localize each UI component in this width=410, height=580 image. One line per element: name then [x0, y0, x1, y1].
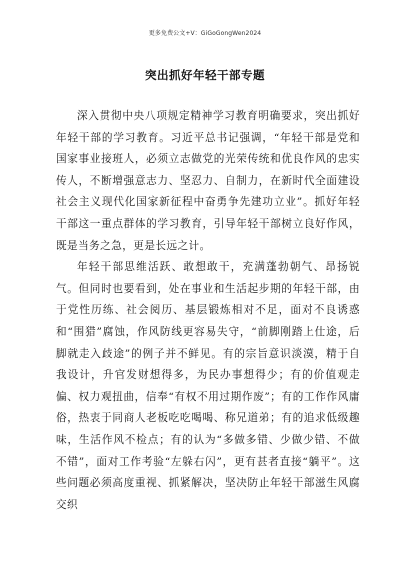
document-title: 突出抓好年轻干部专题	[145, 68, 265, 82]
header-note: 更多免费公文+V：GiGoGongWen2024	[148, 30, 262, 37]
paragraph: 深入贯彻中央八项规定精神学习教育明确要求，突出抓好年轻干部的学习教育。习近平总书记强调，“年轻干部是党和国家事业接班人，必须立志做党的光荣传统和优良作风的忠实传人，不断增强意志力、坚忍力、自制力，在新时代全面建设社会主义现代化国家新征程中奋勇争先建功立业”。抓好年轻干部这一重点群体的学习教育，引导年轻干部树立良好作风，既是当务之急，更是长远之计。	[56, 110, 360, 252]
paragraph: 年轻干部思维活跃、敢想敢干，充满蓬勃朝气、昂扬锐气。但同时也要看到，处在事业和生活起步期的年轻干部，由于党性历练、社会阅历、基层锻炼相对不足，面对不良诱惑和“围猎”腐蚀，作风防线更容易失守，“前脚刚踏上仕途，后脚就走入歧途”的例子并不鲜见。有的宗旨意识淡漠，精于自我设计，升官发财想得多，为民办事想得少；有的价值观走偏、权力观扭曲，信奉“有权不用过期作废”；有的工作作风庸俗，热衷于同商人老板吃吃喝喝、称兄道弟；有的追求低级趣味，生活作风不检点；有的认为“多做多错、少做少错、不做不错”，面对工作考验“左躲右闪”，更有甚者直接“躺平”。这些问题必须高度重视、抓紧解决，坚决防止年轻干部滋生风腐交织	[56, 261, 360, 511]
document-body	[56, 106, 360, 516]
